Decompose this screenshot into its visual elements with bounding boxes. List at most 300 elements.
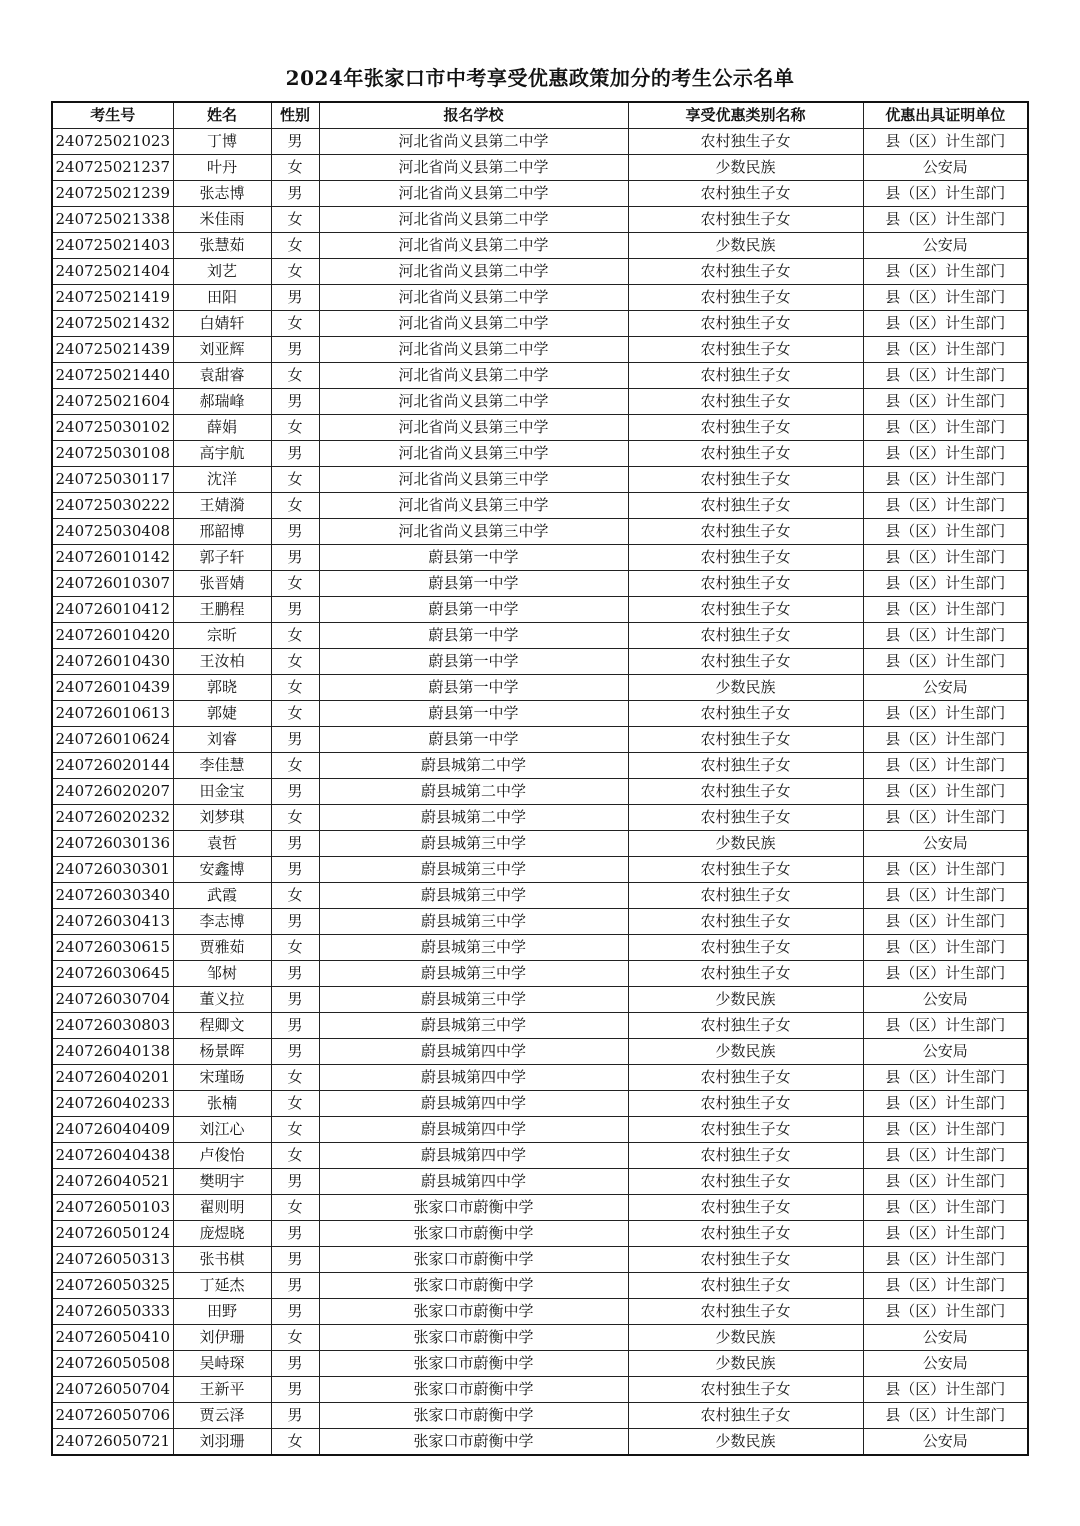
table-row <box>52 1091 1028 1117</box>
cell-school: 蔚县城第二中学 <box>319 805 628 831</box>
cell-name: 杨景晖 <box>173 1039 271 1065</box>
cell-certifying-unit: 县（区）计生部门 <box>863 1247 1028 1273</box>
cell-name: 张楠 <box>173 1091 271 1117</box>
table-row <box>52 441 1028 467</box>
cell-school: 蔚县第一中学 <box>319 675 628 701</box>
cell-name: 樊明宇 <box>173 1169 271 1195</box>
cell-exam-number: 240726010439 <box>52 675 173 701</box>
table-row <box>52 337 1028 363</box>
cell-school: 河北省尚义县第三中学 <box>319 415 628 441</box>
table-row <box>52 961 1028 987</box>
cell-name: 郭子轩 <box>173 545 271 571</box>
cell-certifying-unit: 县（区）计生部门 <box>863 597 1028 623</box>
table-row <box>52 649 1028 675</box>
cell-name: 白婧轩 <box>173 311 271 337</box>
cell-exam-number: 240726010613 <box>52 701 173 727</box>
cell-category: 农村独生子女 <box>628 259 863 285</box>
cell-gender: 女 <box>271 311 319 337</box>
cell-name: 卢俊怡 <box>173 1143 271 1169</box>
cell-school: 河北省尚义县第三中学 <box>319 519 628 545</box>
cell-category: 农村独生子女 <box>628 467 863 493</box>
cell-school: 蔚县城第三中学 <box>319 909 628 935</box>
cell-gender: 男 <box>271 1169 319 1195</box>
cell-name: 张志博 <box>173 181 271 207</box>
cell-category: 农村独生子女 <box>628 701 863 727</box>
cell-name: 高宇航 <box>173 441 271 467</box>
cell-gender: 男 <box>271 1299 319 1325</box>
cell-category: 农村独生子女 <box>628 181 863 207</box>
cell-name: 刘艺 <box>173 259 271 285</box>
cell-exam-number: 240725021237 <box>52 155 173 181</box>
cell-category: 少数民族 <box>628 987 863 1013</box>
cell-certifying-unit: 公安局 <box>863 233 1028 259</box>
cell-category: 农村独生子女 <box>628 935 863 961</box>
cell-category: 农村独生子女 <box>628 805 863 831</box>
cell-school: 河北省尚义县第二中学 <box>319 389 628 415</box>
cell-category: 少数民族 <box>628 1351 863 1377</box>
table-row <box>52 1221 1028 1247</box>
table-row <box>52 779 1028 805</box>
cell-gender: 男 <box>271 727 319 753</box>
cell-gender: 女 <box>271 753 319 779</box>
cell-gender: 女 <box>271 415 319 441</box>
cell-name: 王汝柏 <box>173 649 271 675</box>
table-row <box>52 1039 1028 1065</box>
table-row <box>52 1247 1028 1273</box>
cell-certifying-unit: 县（区）计生部门 <box>863 1169 1028 1195</box>
table-row <box>52 233 1028 259</box>
cell-school: 张家口市蔚衡中学 <box>319 1377 628 1403</box>
cell-gender: 男 <box>271 1351 319 1377</box>
cell-certifying-unit: 县（区）计生部门 <box>863 909 1028 935</box>
cell-gender: 男 <box>271 285 319 311</box>
cell-category: 少数民族 <box>628 1039 863 1065</box>
cell-category: 少数民族 <box>628 675 863 701</box>
cell-exam-number: 240726040521 <box>52 1169 173 1195</box>
cell-exam-number: 240725021440 <box>52 363 173 389</box>
cell-school: 河北省尚义县第三中学 <box>319 493 628 519</box>
cell-category: 农村独生子女 <box>628 363 863 389</box>
table-row <box>52 1195 1028 1221</box>
cell-exam-number: 240726010307 <box>52 571 173 597</box>
table-row <box>52 363 1028 389</box>
cell-exam-number: 240725021404 <box>52 259 173 285</box>
cell-exam-number: 240726020232 <box>52 805 173 831</box>
cell-category: 少数民族 <box>628 831 863 857</box>
cell-category: 少数民族 <box>628 233 863 259</box>
cell-school: 蔚县第一中学 <box>319 545 628 571</box>
cell-exam-number: 240726050706 <box>52 1403 173 1429</box>
cell-category: 农村独生子女 <box>628 1195 863 1221</box>
cell-name: 沈洋 <box>173 467 271 493</box>
cell-name: 叶丹 <box>173 155 271 181</box>
cell-category: 农村独生子女 <box>628 961 863 987</box>
cell-name: 贾雅茹 <box>173 935 271 961</box>
cell-name: 武霞 <box>173 883 271 909</box>
cell-category: 农村独生子女 <box>628 285 863 311</box>
cell-school: 河北省尚义县第二中学 <box>319 155 628 181</box>
cell-exam-number: 240726040233 <box>52 1091 173 1117</box>
cell-gender: 女 <box>271 571 319 597</box>
cell-name: 宋瑾旸 <box>173 1065 271 1091</box>
cell-gender: 男 <box>271 181 319 207</box>
cell-school: 河北省尚义县第二中学 <box>319 129 628 155</box>
cell-exam-number: 240725021338 <box>52 207 173 233</box>
cell-gender: 女 <box>271 467 319 493</box>
cell-gender: 女 <box>271 1195 319 1221</box>
cell-category: 农村独生子女 <box>628 1221 863 1247</box>
cell-exam-number: 240726030615 <box>52 935 173 961</box>
cell-school: 河北省尚义县第二中学 <box>319 311 628 337</box>
cell-school: 河北省尚义县第二中学 <box>319 259 628 285</box>
cell-category: 农村独生子女 <box>628 389 863 415</box>
cell-certifying-unit: 县（区）计生部门 <box>863 1403 1028 1429</box>
cell-school: 蔚县城第三中学 <box>319 935 628 961</box>
table-row <box>52 909 1028 935</box>
cell-school: 蔚县第一中学 <box>319 597 628 623</box>
cell-exam-number: 240726010430 <box>52 649 173 675</box>
cell-exam-number: 240726050325 <box>52 1273 173 1299</box>
cell-school: 河北省尚义县第二中学 <box>319 233 628 259</box>
cell-gender: 女 <box>271 233 319 259</box>
cell-school: 蔚县城第二中学 <box>319 753 628 779</box>
cell-school: 蔚县第一中学 <box>319 727 628 753</box>
cell-certifying-unit: 县（区）计生部门 <box>863 623 1028 649</box>
cell-exam-number: 240725030222 <box>52 493 173 519</box>
cell-category: 农村独生子女 <box>628 311 863 337</box>
table-row <box>52 467 1028 493</box>
cell-certifying-unit: 县（区）计生部门 <box>863 415 1028 441</box>
candidate-table <box>51 101 1029 1456</box>
table-row <box>52 259 1028 285</box>
cell-exam-number: 240726040138 <box>52 1039 173 1065</box>
table-row <box>52 519 1028 545</box>
cell-category: 农村独生子女 <box>628 1143 863 1169</box>
cell-exam-number: 240726010624 <box>52 727 173 753</box>
document-title: 2024年张家口市中考享受优惠政策加分的考生公示名单 <box>285 66 795 90</box>
cell-gender: 男 <box>271 545 319 571</box>
cell-name: 李佳慧 <box>173 753 271 779</box>
cell-exam-number: 240726010142 <box>52 545 173 571</box>
table-row <box>52 1013 1028 1039</box>
cell-exam-number: 240726020144 <box>52 753 173 779</box>
cell-category: 农村独生子女 <box>628 545 863 571</box>
cell-school: 河北省尚义县第三中学 <box>319 441 628 467</box>
cell-exam-number: 240725030408 <box>52 519 173 545</box>
cell-school: 蔚县城第三中学 <box>319 961 628 987</box>
cell-certifying-unit: 县（区）计生部门 <box>863 1013 1028 1039</box>
cell-school: 蔚县第一中学 <box>319 649 628 675</box>
cell-school: 蔚县城第二中学 <box>319 779 628 805</box>
cell-gender: 女 <box>271 1091 319 1117</box>
cell-school: 蔚县城第四中学 <box>319 1065 628 1091</box>
cell-exam-number: 240726050410 <box>52 1325 173 1351</box>
cell-name: 安鑫博 <box>173 857 271 883</box>
table-row <box>52 831 1028 857</box>
cell-school: 蔚县城第三中学 <box>319 987 628 1013</box>
cell-name: 丁延杰 <box>173 1273 271 1299</box>
cell-category: 农村独生子女 <box>628 1091 863 1117</box>
cell-name: 田野 <box>173 1299 271 1325</box>
table-row <box>52 545 1028 571</box>
table-row <box>52 883 1028 909</box>
cell-exam-number: 240725030117 <box>52 467 173 493</box>
cell-certifying-unit: 县（区）计生部门 <box>863 883 1028 909</box>
cell-certifying-unit: 县（区）计生部门 <box>863 1195 1028 1221</box>
cell-exam-number: 240726050721 <box>52 1429 173 1456</box>
cell-certifying-unit: 县（区）计生部门 <box>863 961 1028 987</box>
cell-category: 农村独生子女 <box>628 207 863 233</box>
cell-exam-number: 240725021604 <box>52 389 173 415</box>
cell-exam-number: 240726040201 <box>52 1065 173 1091</box>
table-row <box>52 1117 1028 1143</box>
cell-gender: 男 <box>271 1403 319 1429</box>
cell-gender: 女 <box>271 1065 319 1091</box>
cell-exam-number: 240726030645 <box>52 961 173 987</box>
cell-school: 河北省尚义县第二中学 <box>319 285 628 311</box>
cell-certifying-unit: 县（区）计生部门 <box>863 1117 1028 1143</box>
cell-certifying-unit: 县（区）计生部门 <box>863 935 1028 961</box>
cell-school: 蔚县城第四中学 <box>319 1117 628 1143</box>
table-row <box>52 1403 1028 1429</box>
cell-exam-number: 240726050103 <box>52 1195 173 1221</box>
cell-name: 张晋婧 <box>173 571 271 597</box>
table-row <box>52 389 1028 415</box>
cell-exam-number: 240726010412 <box>52 597 173 623</box>
header-certifying-unit: 优惠出具证明单位 <box>863 102 1028 129</box>
cell-certifying-unit: 县（区）计生部门 <box>863 129 1028 155</box>
cell-exam-number: 240726050333 <box>52 1299 173 1325</box>
cell-name: 邢韶博 <box>173 519 271 545</box>
table-row <box>52 493 1028 519</box>
cell-category: 农村独生子女 <box>628 1013 863 1039</box>
cell-school: 张家口市蔚衡中学 <box>319 1351 628 1377</box>
cell-exam-number: 240726030136 <box>52 831 173 857</box>
cell-gender: 男 <box>271 1273 319 1299</box>
cell-school: 河北省尚义县第二中学 <box>319 337 628 363</box>
table-row <box>52 623 1028 649</box>
cell-certifying-unit: 县（区）计生部门 <box>863 467 1028 493</box>
cell-name: 袁甜睿 <box>173 363 271 389</box>
cell-exam-number: 240726030301 <box>52 857 173 883</box>
cell-category: 少数民族 <box>628 1325 863 1351</box>
cell-name: 薛娟 <box>173 415 271 441</box>
cell-exam-number: 240725021432 <box>52 311 173 337</box>
cell-exam-number: 240726030704 <box>52 987 173 1013</box>
cell-certifying-unit: 县（区）计生部门 <box>863 519 1028 545</box>
cell-certifying-unit: 县（区）计生部门 <box>863 207 1028 233</box>
cell-gender: 男 <box>271 1247 319 1273</box>
cell-name: 董义拉 <box>173 987 271 1013</box>
cell-gender: 女 <box>271 675 319 701</box>
cell-name: 贾云泽 <box>173 1403 271 1429</box>
cell-school: 蔚县城第三中学 <box>319 831 628 857</box>
table-row <box>52 1169 1028 1195</box>
cell-category: 少数民族 <box>628 1429 863 1456</box>
cell-exam-number: 240726040409 <box>52 1117 173 1143</box>
cell-category: 农村独生子女 <box>628 1117 863 1143</box>
cell-school: 蔚县城第四中学 <box>319 1143 628 1169</box>
cell-certifying-unit: 县（区）计生部门 <box>863 1221 1028 1247</box>
cell-certifying-unit: 县（区）计生部门 <box>863 753 1028 779</box>
cell-category: 农村独生子女 <box>628 857 863 883</box>
cell-school: 蔚县城第三中学 <box>319 857 628 883</box>
cell-school: 蔚县第一中学 <box>319 701 628 727</box>
cell-name: 李志博 <box>173 909 271 935</box>
cell-gender: 男 <box>271 857 319 883</box>
cell-certifying-unit: 县（区）计生部门 <box>863 779 1028 805</box>
cell-category: 农村独生子女 <box>628 649 863 675</box>
cell-certifying-unit: 县（区）计生部门 <box>863 727 1028 753</box>
cell-name: 张书棋 <box>173 1247 271 1273</box>
cell-gender: 男 <box>271 831 319 857</box>
cell-name: 郭婕 <box>173 701 271 727</box>
cell-category: 农村独生子女 <box>628 1273 863 1299</box>
cell-gender: 男 <box>271 519 319 545</box>
cell-certifying-unit: 县（区）计生部门 <box>863 389 1028 415</box>
cell-exam-number: 240725021419 <box>52 285 173 311</box>
cell-exam-number: 240725030108 <box>52 441 173 467</box>
table-row <box>52 285 1028 311</box>
cell-exam-number: 240726050124 <box>52 1221 173 1247</box>
cell-certifying-unit: 县（区）计生部门 <box>863 571 1028 597</box>
cell-gender: 男 <box>271 779 319 805</box>
cell-gender: 男 <box>271 987 319 1013</box>
cell-gender: 女 <box>271 1143 319 1169</box>
cell-name: 田金宝 <box>173 779 271 805</box>
cell-exam-number: 240726040438 <box>52 1143 173 1169</box>
cell-name: 刘梦琪 <box>173 805 271 831</box>
cell-certifying-unit: 公安局 <box>863 831 1028 857</box>
cell-certifying-unit: 公安局 <box>863 1429 1028 1456</box>
cell-exam-number: 240726050313 <box>52 1247 173 1273</box>
cell-category: 农村独生子女 <box>628 779 863 805</box>
cell-gender: 女 <box>271 805 319 831</box>
cell-name: 宗昕 <box>173 623 271 649</box>
table-row <box>52 727 1028 753</box>
header-name: 姓名 <box>173 102 271 129</box>
cell-gender: 女 <box>271 1325 319 1351</box>
table-row <box>52 155 1028 181</box>
cell-exam-number: 240725030102 <box>52 415 173 441</box>
cell-name: 米佳雨 <box>173 207 271 233</box>
header-gender: 性别 <box>271 102 319 129</box>
cell-certifying-unit: 县（区）计生部门 <box>863 1065 1028 1091</box>
cell-school: 蔚县第一中学 <box>319 623 628 649</box>
table-row <box>52 415 1028 441</box>
cell-school: 蔚县城第四中学 <box>319 1039 628 1065</box>
cell-category: 农村独生子女 <box>628 1065 863 1091</box>
table-row <box>52 1299 1028 1325</box>
cell-school: 张家口市蔚衡中学 <box>319 1273 628 1299</box>
table-row <box>52 675 1028 701</box>
cell-school: 张家口市蔚衡中学 <box>319 1299 628 1325</box>
cell-certifying-unit: 县（区）计生部门 <box>863 649 1028 675</box>
cell-category: 农村独生子女 <box>628 493 863 519</box>
cell-certifying-unit: 县（区）计生部门 <box>863 1143 1028 1169</box>
cell-gender: 女 <box>271 935 319 961</box>
cell-certifying-unit: 县（区）计生部门 <box>863 805 1028 831</box>
cell-school: 张家口市蔚衡中学 <box>319 1195 628 1221</box>
cell-exam-number: 240725021439 <box>52 337 173 363</box>
table-row <box>52 1351 1028 1377</box>
table-row <box>52 701 1028 727</box>
cell-gender: 女 <box>271 207 319 233</box>
cell-certifying-unit: 公安局 <box>863 987 1028 1013</box>
table-row <box>52 207 1028 233</box>
cell-gender: 女 <box>271 701 319 727</box>
cell-certifying-unit: 县（区）计生部门 <box>863 311 1028 337</box>
cell-category: 农村独生子女 <box>628 883 863 909</box>
cell-category: 农村独生子女 <box>628 415 863 441</box>
cell-gender: 女 <box>271 623 319 649</box>
table-row <box>52 857 1028 883</box>
cell-name: 田阳 <box>173 285 271 311</box>
cell-gender: 女 <box>271 883 319 909</box>
table-row <box>52 571 1028 597</box>
cell-certifying-unit: 县（区）计生部门 <box>863 857 1028 883</box>
cell-gender: 男 <box>271 337 319 363</box>
cell-gender: 女 <box>271 649 319 675</box>
table-row <box>52 311 1028 337</box>
cell-name: 郭晓 <box>173 675 271 701</box>
cell-name: 王新平 <box>173 1377 271 1403</box>
cell-category: 少数民族 <box>628 155 863 181</box>
cell-gender: 男 <box>271 909 319 935</box>
cell-certifying-unit: 县（区）计生部门 <box>863 337 1028 363</box>
cell-certifying-unit: 县（区）计生部门 <box>863 285 1028 311</box>
cell-exam-number: 240725021023 <box>52 129 173 155</box>
cell-name: 吴峙琛 <box>173 1351 271 1377</box>
cell-category: 农村独生子女 <box>628 753 863 779</box>
cell-certifying-unit: 公安局 <box>863 155 1028 181</box>
cell-exam-number: 240726030803 <box>52 1013 173 1039</box>
table-body <box>52 129 1028 1456</box>
cell-exam-number: 240725021239 <box>52 181 173 207</box>
cell-category: 农村独生子女 <box>628 1169 863 1195</box>
table-row <box>52 805 1028 831</box>
table-row <box>52 1065 1028 1091</box>
cell-gender: 女 <box>271 155 319 181</box>
cell-name: 袁哲 <box>173 831 271 857</box>
cell-gender: 男 <box>271 597 319 623</box>
cell-certifying-unit: 县（区）计生部门 <box>863 493 1028 519</box>
cell-gender: 男 <box>271 1377 319 1403</box>
cell-category: 农村独生子女 <box>628 1377 863 1403</box>
cell-name: 庞煜晓 <box>173 1221 271 1247</box>
table-row <box>52 935 1028 961</box>
table-row <box>52 597 1028 623</box>
cell-name: 王婧漪 <box>173 493 271 519</box>
cell-name: 刘伊珊 <box>173 1325 271 1351</box>
cell-school: 蔚县城第三中学 <box>319 883 628 909</box>
cell-certifying-unit: 公安局 <box>863 1351 1028 1377</box>
cell-name: 邹树 <box>173 961 271 987</box>
cell-category: 农村独生子女 <box>628 519 863 545</box>
table-row <box>52 1377 1028 1403</box>
cell-name: 张慧茹 <box>173 233 271 259</box>
cell-certifying-unit: 县（区）计生部门 <box>863 441 1028 467</box>
cell-name: 翟则明 <box>173 1195 271 1221</box>
cell-name: 刘睿 <box>173 727 271 753</box>
table-row <box>52 1143 1028 1169</box>
table-row <box>52 1429 1028 1456</box>
cell-exam-number: 240726030340 <box>52 883 173 909</box>
cell-school: 张家口市蔚衡中学 <box>319 1221 628 1247</box>
cell-school: 蔚县城第三中学 <box>319 1013 628 1039</box>
cell-exam-number: 240725021403 <box>52 233 173 259</box>
cell-category: 农村独生子女 <box>628 1403 863 1429</box>
